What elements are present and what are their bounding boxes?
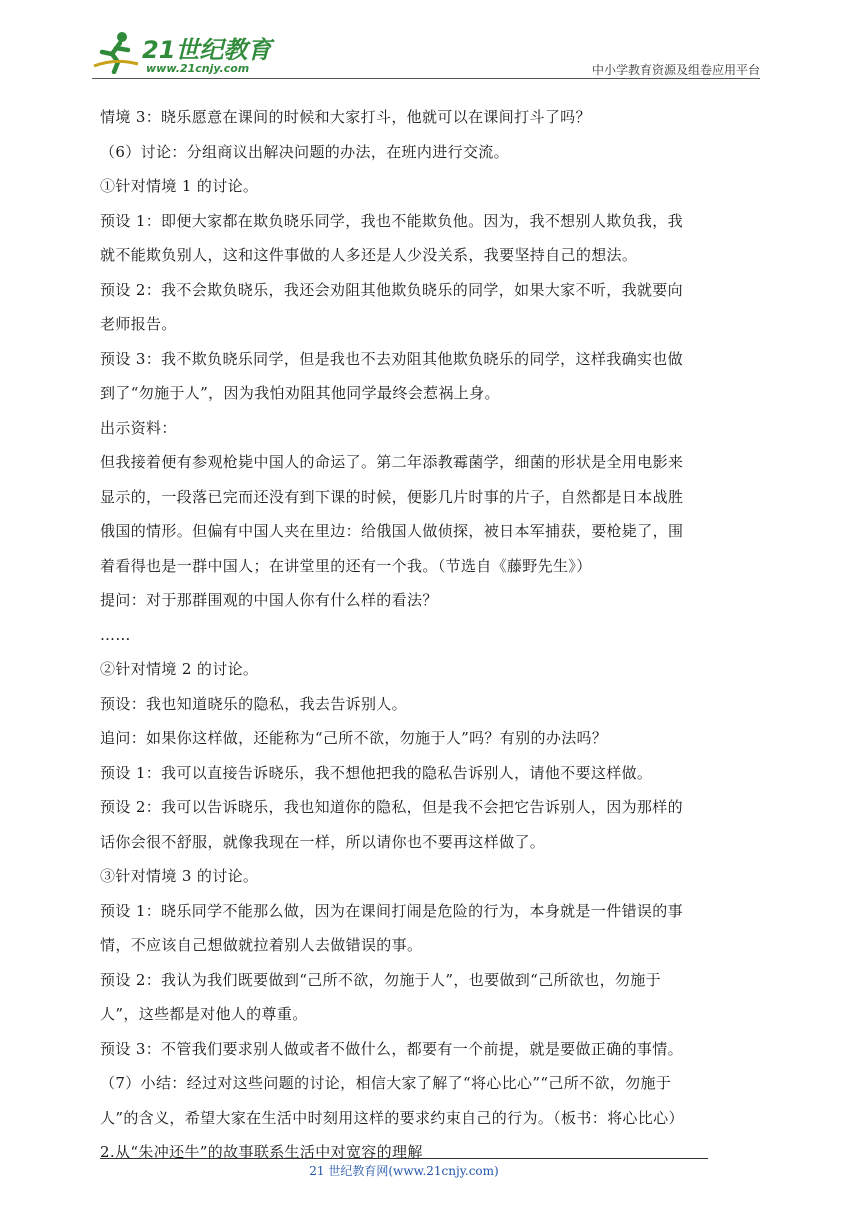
header-divider (92, 78, 760, 79)
paragraph: 出示资料： (100, 418, 177, 437)
runner-logo-icon (92, 30, 140, 74)
paragraph: 预设 1：即便大家都在欺负晓乐同学，我也不能欺负他。因为，我不想别人欺负我，我 (100, 211, 683, 230)
paragraph: 俄国的情形。但偏有中国人夹在里边：给俄国人做侦探，被日本军捕获，要枪毙了，围 (100, 522, 684, 540)
paragraph: 预设 2：我可以告诉晓乐，我也知道你的隐私，但是我不会把它告诉别人，因为那样的 (100, 798, 683, 816)
paragraph: 就不能欺负别人，这和这件事做的人多还是人少没关系，我要坚持自己的想法。 (100, 246, 638, 264)
document-body (100, 100, 770, 1170)
paragraph: 显示的，一段落已完而还没有到下课的时候，便影几片时事的片子，自然都是日本战胜 (100, 487, 684, 506)
paragraph: 预设 3：我不欺负晓乐同学，但是我也不去劝阻其他欺负晓乐的同学，这样我确实也做 (100, 349, 683, 368)
logo-url: www.21cnjy.com (146, 62, 250, 75)
paragraph: （7）小结：经过对这些问题的讨论，相信大家了解了“将心比心”“己所不欲，勿施于 (100, 1074, 672, 1092)
logo-text: 21世纪教育 (142, 36, 272, 64)
platform-tagline: 中小学教育资源及组卷应用平台 (591, 63, 760, 77)
paragraph: （6）讨论：分组商议出解决问题的办法，在班内进行交流。 (100, 142, 509, 161)
paragraph: 情境 3：晓乐愿意在课间的时候和大家打斗，他就可以在课间打斗了吗？ (100, 108, 591, 126)
paragraph: 预设 1：我可以直接告诉晓乐，我不想他把我的隐私告诉别人，请他不要这样做。 (100, 763, 653, 782)
paragraph: 话你会很不舒服，就像我现在一样，所以请你也不要再这样做了。 (100, 832, 546, 851)
paragraph: 老师报告。 (100, 315, 177, 333)
paragraph: 情，不应该自己想做就拉着别人去做错误的事。 (100, 936, 423, 954)
paragraph: 着看得也是一群中国人；在讲堂里的还有一个我。（节选自《藤野先生》） (100, 556, 592, 575)
paragraph: 预设 1：晓乐同学不能那么做，因为在课间打闹是危险的行为，本身就是一件错误的事 (100, 901, 683, 920)
paragraph: ③针对情境 3 的讨论。 (100, 867, 259, 885)
footer-divider (100, 1158, 708, 1159)
paragraph: 2.从“朱冲还牛”的故事联系生活中对宽容的理解 (100, 1143, 423, 1161)
paragraph: 提问：对于那群围观的中国人你有什么样的看法？ (100, 591, 438, 609)
paragraph: 追问：如果你这样做，还能称为“己所不欲，勿施于人”吗？有别的办法吗？ (100, 729, 608, 747)
paragraph: 预设 2：我不会欺负晓乐，我还会劝阻其他欺负晓乐的同学，如果大家不听，我就要向 (100, 280, 683, 299)
paragraph: 预设 3：不管我们要求别人做或者不做什么，都要有一个前提，就是要做正确的事情。 (100, 1039, 683, 1058)
paragraph: 人”，这些都是对他人的尊重。 (100, 1005, 308, 1023)
page-header (92, 28, 760, 82)
paragraph: ②针对情境 2 的讨论。 (100, 660, 259, 678)
paragraph: 预设：我也知道晓乐的隐私，我去告诉别人。 (100, 694, 408, 713)
site-logo[interactable] (92, 28, 292, 78)
paragraph: 预设 2：我认为我们既要做到“己所不欲，勿施于人”，也要做到“己所欲也，勿施于 (100, 970, 661, 989)
paragraph: …… (100, 625, 131, 644)
footer-link[interactable]: 21 世纪教育网(www.21cnjy.com) (309, 1164, 499, 1178)
page-footer[interactable] (0, 1162, 808, 1179)
paragraph: 到了“勿施于人”，因为我怕劝阻其他同学最终会惹祸上身。 (100, 384, 500, 402)
paragraph: 但我接着便有参观枪毙中国人的命运了。第二年添教霉菌学，细菌的形状是全用电影来 (100, 453, 684, 471)
paragraph: 人”的含义，希望大家在生活中时刻用这样的要求约束自己的行为。（板书：将心比心） (100, 1108, 684, 1127)
paragraph: ①针对情境 1 的讨论。 (100, 177, 259, 195)
